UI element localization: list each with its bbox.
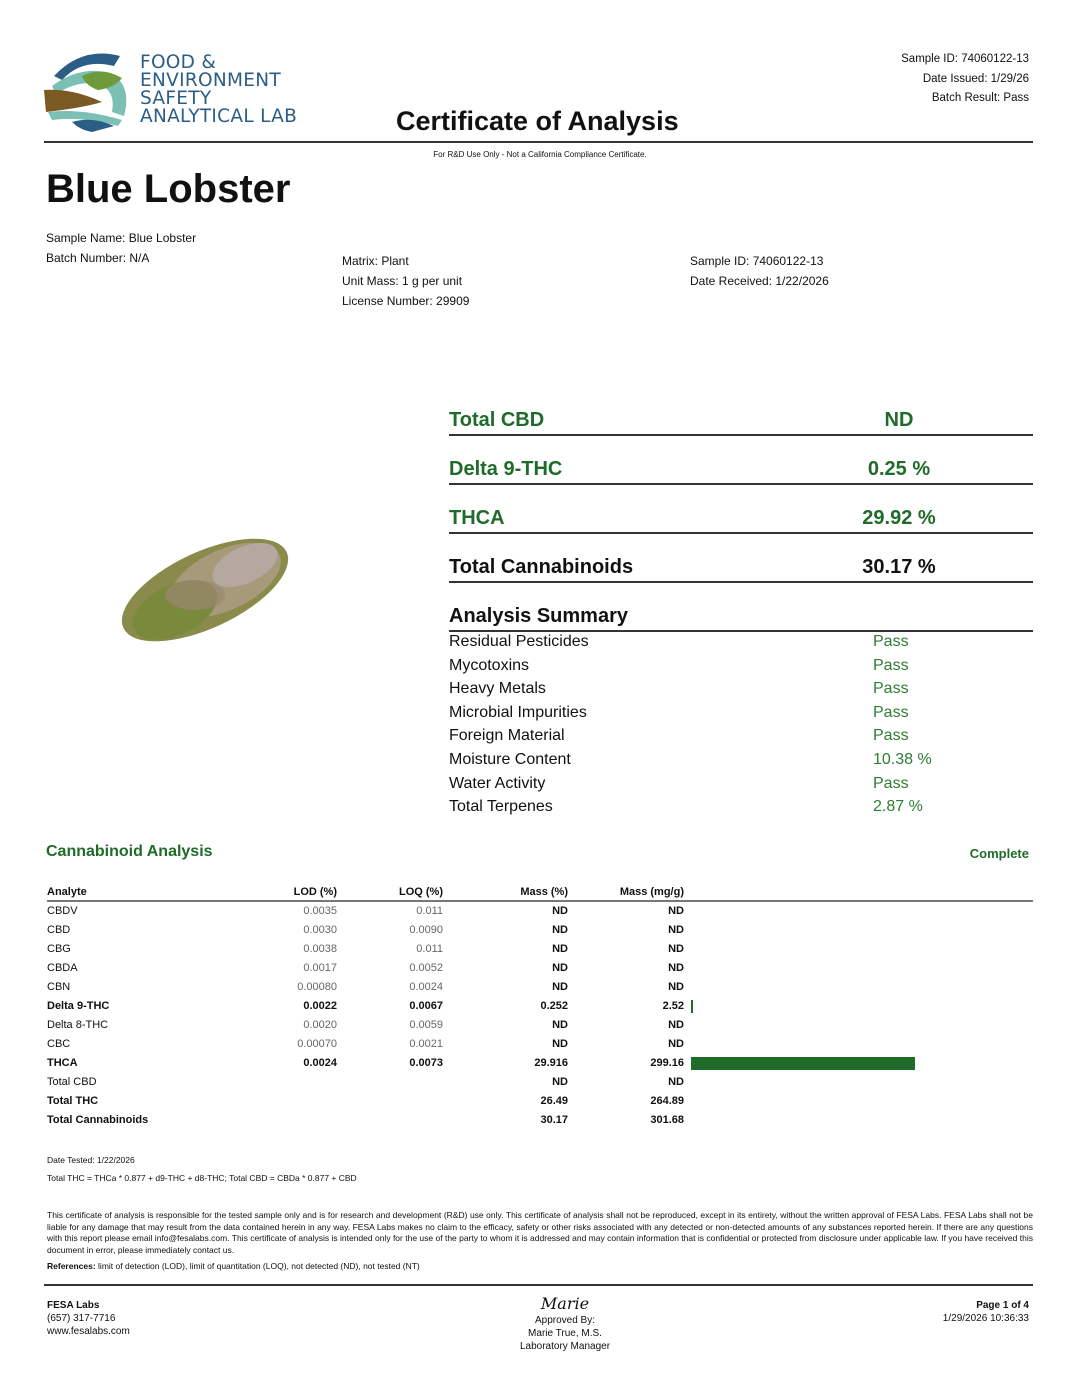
summary-value: Pass	[873, 656, 909, 674]
approved-by-label: Approved By:	[534, 1315, 596, 1326]
disclaimer: This certificate of analysis is responsible for the tested sample only and is for research and development (R&D) use only. This certificate of analysis shall not be reproduced, except in its entirety, without the written approval of FESA Labs. FESA Labs shall not be liable for any damage that may result from the data contained herein in any way. FESA Labs makes no claim to the efficacy, safety or other risks associated with any detected or non-detected amounts of any substances reported herein. If there are any questions with this report please email info@fesalabs.com. This certificate of analysis is intended only for the use of the party to whom it is addressed and may contain information that is confidential or protected from disclosure under applicable law. If you have received this document in error, please immediately contact us.	[47, 1210, 1033, 1255]
cell-loq: 0.0021	[409, 1038, 443, 1050]
cell-loq: 0.0090	[409, 924, 443, 936]
summary-label: Mycotoxins	[449, 656, 530, 674]
product-photo	[105, 525, 305, 660]
table-row	[47, 902, 1033, 921]
table-row	[47, 940, 1033, 959]
table-row	[47, 1111, 1033, 1130]
metric-label: THCA	[449, 507, 505, 529]
cell-analyte: CBG	[47, 943, 71, 955]
logo-line: FOOD &	[140, 52, 217, 73]
header-loq: LOQ (%)	[399, 886, 443, 898]
header-date-issued: Date Issued: 1/29/26	[922, 72, 1029, 85]
table-row	[47, 1035, 1033, 1054]
page-title: Certificate of Analysis	[396, 106, 679, 136]
summary-label: Residual Pesticides	[449, 633, 589, 650]
summary-value: Pass	[873, 680, 909, 698]
metric-value: ND	[884, 409, 914, 431]
table-row	[47, 921, 1033, 940]
cell-mass-mgg: 264.89	[650, 1095, 684, 1107]
cell-loq: 0.0059	[409, 1019, 443, 1031]
cell-mass-mgg: ND	[668, 924, 684, 936]
cell-loq: 0.0024	[409, 981, 443, 993]
metric-thca	[449, 485, 1033, 534]
metric-delta9-thc	[449, 436, 1033, 485]
cell-analyte: Delta 9-THC	[47, 1000, 110, 1012]
metric-total-cbd	[449, 387, 1033, 436]
batch-number: Batch Number: N/A	[46, 251, 150, 265]
mass-bar	[691, 1000, 693, 1013]
timestamp: 1/29/2026 10:36:33	[942, 1313, 1029, 1324]
summary-label: Moisture Content	[449, 751, 571, 768]
summary-label: Microbial Impurities	[449, 703, 587, 721]
cell-analyte: CBDV	[47, 905, 78, 917]
summary-value: Pass	[873, 727, 909, 745]
matrix-info	[342, 251, 469, 311]
sample-info	[46, 228, 196, 268]
table-row	[47, 1092, 1033, 1111]
header-divider	[44, 141, 1033, 143]
compliance-note: For R&D Use Only - Not a California Compliance Certificate.	[433, 150, 647, 159]
cell-mass-pct: 29.916	[534, 1057, 568, 1069]
cell-analyte: THCA	[47, 1057, 78, 1069]
cell-mass-mgg: ND	[668, 962, 684, 974]
cell-analyte: CBDA	[47, 962, 78, 974]
cell-mass-mgg: 2.52	[662, 1000, 684, 1012]
cell-lod: 0.0035	[303, 905, 337, 917]
table-row	[47, 997, 1033, 1016]
approver-name: Marie True, M.S.	[528, 1328, 602, 1339]
cell-analyte: CBN	[47, 981, 71, 993]
cell-mass-mgg: ND	[668, 1076, 684, 1088]
logo-line: ANALYTICAL LAB	[140, 106, 298, 127]
mass-bar	[691, 1057, 915, 1070]
lab-logo-icon	[42, 46, 134, 132]
cell-analyte: Total CBD	[47, 1076, 97, 1088]
cannabinoid-section-title: Cannabinoid Analysis	[46, 843, 213, 860]
formula-note: Total THC = THCa * 0.877 + d9-THC + d8-THC; Total CBD = CBDa * 0.877 + CBD	[47, 1173, 357, 1183]
metric-label: Total CBD	[449, 409, 545, 431]
cell-loq: 0.011	[416, 905, 443, 917]
cell-mass-pct: 30.17	[540, 1114, 568, 1126]
page-number: Page 1 of 4	[976, 1300, 1029, 1311]
signature: Marie	[540, 1294, 590, 1313]
analysis-summary-heading	[449, 583, 1033, 632]
cell-mass-mgg: ND	[668, 1019, 684, 1031]
table-row	[47, 1016, 1033, 1035]
cell-analyte: CBD	[47, 924, 71, 936]
cell-lod: 0.0022	[303, 1000, 337, 1012]
summary-row	[449, 633, 949, 657]
approval-block	[465, 1294, 665, 1353]
header-batch-result: Batch Result: Pass	[931, 92, 1029, 104]
summary-row	[449, 657, 949, 681]
company-name: FESA Labs	[47, 1300, 100, 1311]
cell-mass-pct: ND	[552, 1019, 568, 1031]
cell-mass-pct: ND	[552, 924, 568, 936]
cell-mass-mgg: ND	[668, 1038, 684, 1050]
cell-mass-pct: ND	[552, 905, 568, 917]
cell-lod: 0.0017	[303, 962, 337, 974]
sample-id: Sample ID: 74060122-13	[690, 254, 824, 268]
footer-page-info	[943, 1299, 1029, 1325]
metric-value: 30.17 %	[862, 556, 936, 578]
cell-loq: 0.0073	[409, 1057, 443, 1069]
date-tested: Date Tested: 1/22/2026	[47, 1155, 135, 1165]
metric-total-cannabinoids	[449, 534, 1033, 583]
header-mass-pct: Mass (%)	[520, 886, 568, 898]
summary-value: Pass	[873, 774, 909, 792]
summary-title: Analysis Summary	[449, 605, 628, 627]
cell-lod: 0.00070	[297, 1038, 337, 1050]
references-text: limit of detection (LOD), limit of quantitation (LOQ), not detected (ND), not tested (NT)	[98, 1261, 420, 1271]
summary-label: Heavy Metals	[449, 680, 546, 698]
cell-mass-pct: ND	[552, 962, 568, 974]
cell-mass-mgg: 301.68	[650, 1114, 684, 1126]
approver-role: Laboratory Manager	[519, 1341, 611, 1352]
table-row	[47, 1073, 1033, 1092]
cell-loq: 0.011	[416, 943, 443, 955]
cell-loq: 0.0067	[409, 1000, 443, 1012]
date-received: Date Received: 1/22/2026	[690, 274, 829, 288]
references	[47, 1261, 420, 1273]
summary-value: 10.38 %	[873, 751, 932, 768]
summary-row	[449, 727, 949, 751]
cell-analyte: Total Cannabinoids	[47, 1114, 149, 1126]
logo-line: ENVIRONMENT	[140, 70, 281, 91]
cell-lod: 0.0024	[303, 1057, 337, 1069]
product-name: Blue Lobster	[46, 167, 291, 211]
cell-mass-pct: ND	[552, 981, 568, 993]
cell-analyte: Delta 8-THC	[47, 1019, 109, 1031]
cell-mass-mgg: ND	[668, 981, 684, 993]
summary-row	[449, 751, 949, 775]
summary-value: Pass	[873, 633, 909, 650]
cell-lod: 0.00080	[297, 981, 337, 993]
header-sample-id: Sample ID: 74060122-13	[901, 53, 1029, 65]
table-row	[47, 959, 1033, 978]
matrix: Matrix: Plant	[342, 254, 409, 268]
cell-analyte: Total THC	[47, 1095, 99, 1107]
cell-loq: 0.0052	[409, 962, 443, 974]
cell-mass-mgg: ND	[668, 943, 684, 955]
metric-value: 0.25 %	[867, 458, 931, 480]
company-phone: (657) 317-7716	[47, 1313, 116, 1324]
summary-row	[449, 680, 949, 704]
cell-mass-pct: 26.49	[540, 1095, 568, 1107]
summary-value: 2.87 %	[873, 798, 923, 816]
cannabinoid-table	[47, 884, 1033, 1130]
cell-mass-pct: ND	[552, 1076, 568, 1088]
summary-row	[449, 798, 949, 822]
cell-mass-pct: 0.252	[540, 1000, 568, 1012]
license-number: License Number: 29909	[342, 294, 470, 308]
metric-value: 29.92 %	[862, 507, 936, 529]
header-mass-mgg: Mass (mg/g)	[619, 886, 684, 898]
cell-mass-mgg: 299.16	[650, 1057, 684, 1069]
cell-mass-mgg: ND	[668, 905, 684, 917]
header-meta	[901, 50, 1029, 109]
header-lod: LOD (%)	[293, 886, 337, 898]
summary-row	[449, 775, 949, 799]
lab-logo-text	[140, 54, 297, 126]
cell-mass-pct: ND	[552, 943, 568, 955]
cell-lod: 0.0020	[303, 1019, 337, 1031]
cell-mass-pct: ND	[552, 1038, 568, 1050]
cannabinoid-status: Complete	[969, 846, 1029, 861]
table-row	[47, 1054, 1033, 1073]
summary-row	[449, 704, 949, 728]
summary-label: Total Terpenes	[449, 798, 553, 816]
metric-label: Delta 9-THC	[449, 458, 563, 480]
table-header	[47, 884, 1033, 902]
cell-lod: 0.0038	[303, 943, 337, 955]
cell-lod: 0.0030	[303, 924, 337, 936]
summary-label: Foreign Material	[449, 727, 565, 745]
references-label: References:	[47, 1261, 96, 1271]
metric-label: Total Cannabinoids	[449, 556, 634, 578]
sample-name: Sample Name: Blue Lobster	[46, 231, 197, 245]
unit-mass: Unit Mass: 1 g per unit	[342, 274, 463, 288]
cell-analyte: CBC	[47, 1038, 71, 1050]
summary-value: Pass	[873, 703, 909, 721]
receipt-info	[690, 251, 829, 291]
table-row	[47, 978, 1033, 997]
footer-company	[47, 1299, 130, 1338]
logo-line: SAFETY	[140, 88, 212, 109]
summary-label: Water Activity	[449, 774, 546, 792]
footer-divider	[44, 1284, 1033, 1286]
company-website[interactable]: www.fesalabs.com	[47, 1326, 130, 1337]
header-analyte: Analyte	[47, 886, 87, 898]
